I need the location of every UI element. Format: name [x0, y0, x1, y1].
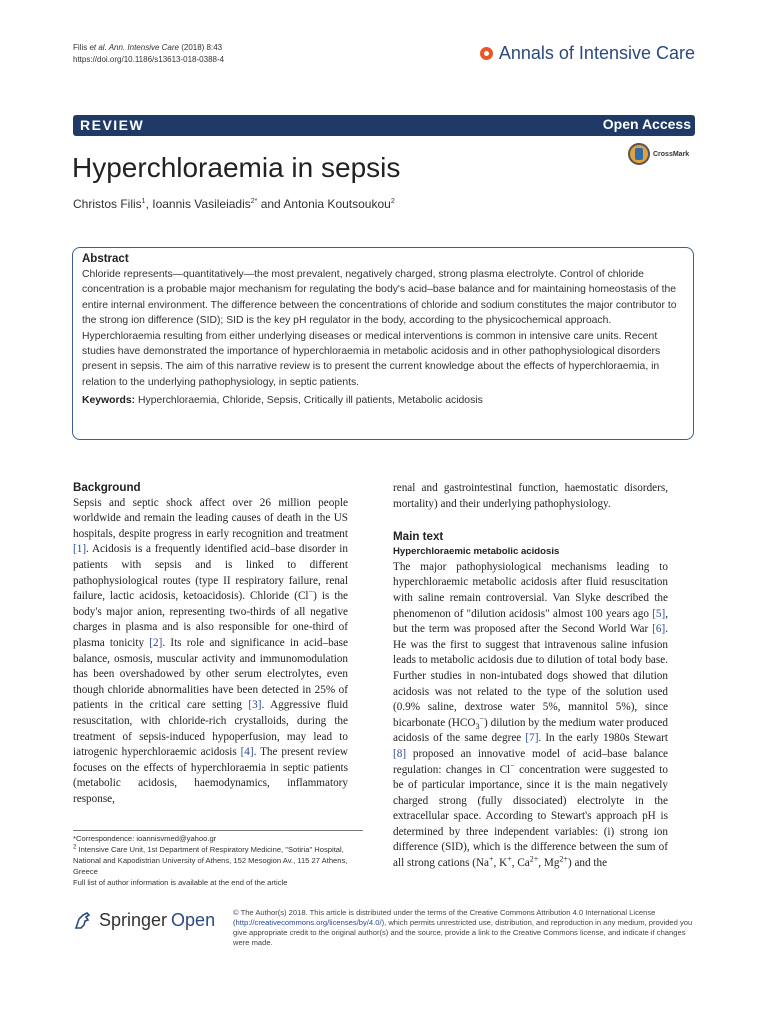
affiliation-text: Intensive Care Unit, 1st Department of Respiratory Medicine, "Sotiria" Hospital, National and Kapodistrian University of Athens, 152 Mesogion Av., 115 27 Athens, Greece	[73, 845, 348, 876]
text-run: concentration were suggested to be of particular importance, since it is the main negatively charged strong (fully dissociated) electrolyte in the extracellular space. According to Stewart's approach pH is determined by three independent variables: (i) strong ion difference (SID), which is the difference between the sum of all strong cations (Na	[393, 763, 668, 870]
reference-link[interactable]: [1]	[73, 543, 87, 556]
article-type-label: REVIEW	[80, 117, 145, 133]
superscript: +	[489, 854, 494, 864]
citation-block	[73, 42, 224, 66]
text-run: ), which permits unrestricted use, distribution, and reproduction in any medium, provided you give appropriate credit to the original author(s) and the source, provide a link to the Creative Commons license, and indicate if changes were made.	[233, 918, 693, 947]
superscript: −	[510, 760, 515, 770]
author-affiliation-sup: 2	[390, 198, 395, 205]
text-run: ) dilution by the medium water produced acidosis of the same degree	[393, 716, 668, 745]
reference-link[interactable]: [6]	[652, 623, 666, 636]
author-name: Christos Filis	[73, 197, 142, 211]
superscript: 2+	[559, 854, 568, 864]
abstract-heading: Abstract	[82, 253, 129, 265]
journal-name: Annals of Intensive Care	[498, 43, 695, 63]
text-run: , Mg	[538, 857, 560, 870]
right-column	[393, 481, 668, 872]
superscript: −	[308, 587, 314, 597]
background-heading: Background	[73, 481, 141, 494]
text-run: . Its role and significance in acid–base balance, osmosis, muscular activity and immunomodulation has been overshadowed by other serum electrolytes, even though chloride abnormalities have been detected in 25% of patients in the critical care setting	[73, 636, 348, 712]
reference-link[interactable]: [2]	[149, 636, 163, 649]
text-run: . The present review focuses on the effects of hyperchloraemia in septic patients (metabolic acidosis, haemodynamics, inflammatory response,	[73, 746, 348, 805]
journal-logo-icon	[480, 47, 493, 60]
subscript: 3	[475, 721, 480, 731]
author-name: and Antonia Koutsoukou	[257, 197, 391, 211]
springer-open-logo	[73, 909, 215, 931]
author-name: , Ioannis Vasileiadis	[145, 197, 251, 211]
superscript: 2	[73, 844, 77, 851]
reference-link[interactable]: [8]	[393, 747, 407, 760]
abstract-text: Chloride represents—quantitatively—the most prevalent, negatively charged, strong plasma electrolyte. Control of chloride concentration is a probable major mechanism for regulating the body's acid–base balance and for maintaining homeostasis of the entire internal environment. The difference between the concentrations of chloride and sodium constitutes the major contributor to the strong ion difference (SID); SID is the key pH regulator in the body, according to the physicochemical approach. Hyperchloraemia resulting from either underlying diseases or medical interventions is common in intensive care units. Recent studies have demonstrated the importance of hyperchloraemia in metabolic acidosis and in other pathophysiological disorders present in sepsis. The aim of this narrative review is to present the current knowledge about the effects of hyperchloraemia, in relation to the underlying pathophysiology, in septic patients.	[82, 269, 677, 388]
text-run: The major pathophysiological mechanisms leading to hyperchloraemic metabolic acidosis after fluid resuscitation with saline remain controversial. Van Slyke described the phenomenon of "dilution acidosis" almost 100 years ago	[393, 560, 668, 620]
author-affiliation-sup: 2*	[250, 198, 258, 205]
background-paragraph	[73, 496, 348, 808]
citation-year: (2018) 8:43	[178, 43, 223, 52]
superscript: −	[479, 713, 484, 723]
subsection-heading: Hyperchloraemic metabolic acidosis	[393, 545, 560, 557]
text-run: Sepsis and septic shock affect over 26 million people worldwide and remain the leading causes of death in the US hospitals, despite progress in early recognition and treatment	[73, 496, 348, 540]
text-run: , Ca	[511, 857, 530, 870]
main-paragraph	[393, 560, 668, 872]
springer-horse-icon	[73, 909, 95, 931]
keywords-text: Hyperchloraemia, Chloride, Sepsis, Critically ill patients, Metabolic acidosis	[138, 395, 483, 407]
citation-line	[73, 42, 224, 54]
footnotes	[73, 830, 363, 888]
open-access-label: Open Access	[602, 116, 691, 132]
text-run: © The Author(s) 2018. This article is distributed under the terms of the Creative Commons Attribution 4.0 International License (	[233, 908, 656, 927]
license-link[interactable]: http://creativecommons.org/licenses/by/4.0/	[235, 918, 382, 927]
text-run: . He was the first to suggest that intravenous saline infusion leads to metabolic acidosis due to dilution of total body base. Further studies in non-intubated dogs showed that dilution acidosis was not related to the type of the solution used (0.9% saline, dextrose water 5%, mannitol 5%), since bicarbonate (HCO	[393, 623, 668, 729]
text-run: ) is the body's major anion, representing two-thirds of all negative charges in plasma and is also responsible for one-third of plasma tonicity	[73, 590, 349, 649]
article-type-bar	[73, 115, 695, 136]
keywords-label: Keywords:	[82, 395, 136, 407]
text-run: . Acidosis is a frequently identified acid–base disorder in patients with sepsis and is linked to different pathophysiological routes (type II respiratory failure, renal failure, lactic acidosis, ketoacidosis). Chloride (Cl	[73, 543, 348, 603]
reference-link[interactable]: [3]	[248, 699, 262, 712]
crossmark-badge[interactable]	[628, 143, 689, 165]
author-info-note: Full list of author information is available at the end of the article	[73, 878, 288, 887]
text-run: . Aggressive fluid resuscitation, with chloride-rich crystalloids, during the treatment of sepsis-induced hypoperfusion, may lead to iatrogenic hyperchloraemic acidosis	[73, 699, 348, 759]
correspondence-email[interactable]: *Correspondence: ioannisvmed@yahoo.gr	[73, 834, 217, 843]
crossmark-icon	[628, 143, 650, 165]
springer-label: Springer	[99, 909, 168, 930]
author-affiliation-sup: 1	[141, 198, 146, 205]
main-text-heading: Main text	[393, 530, 444, 544]
text-run: . In the early 1980s Stewart	[538, 732, 669, 745]
reference-link[interactable]: [7]	[525, 732, 539, 745]
text-run: , K	[493, 857, 508, 870]
article-title: Hyperchloraemia in sepsis	[72, 152, 401, 183]
author-list	[73, 197, 395, 211]
keywords-line	[82, 393, 683, 408]
citation-journal: et al. Ann. Intensive Care	[89, 43, 179, 52]
superscript: 2+	[529, 854, 539, 864]
reference-link[interactable]: [4]	[240, 746, 254, 759]
text-run: ) and the	[567, 857, 608, 870]
crossmark-label: CrossMark	[653, 150, 690, 158]
citation-authors: Filis	[73, 43, 90, 52]
text-run: , but the term was proposed after the Second World War	[393, 607, 668, 636]
license-text	[233, 908, 695, 948]
left-column	[73, 480, 348, 807]
text-run: proposed an innovative model of acid–base balance regulation: changes in Cl	[393, 747, 668, 776]
continued-paragraph: renal and gastrointestinal function, haemostatic disorders, mortality) and their underlying pathophysiology.	[393, 482, 668, 510]
reference-link[interactable]: [5]	[652, 607, 666, 620]
affiliation-note	[73, 844, 363, 877]
doi-link[interactable]: https://doi.org/10.1186/s13613-018-0388-4	[73, 55, 225, 64]
superscript: +	[507, 854, 512, 864]
abstract-box	[72, 247, 694, 440]
journal-logo	[480, 43, 695, 64]
open-label: Open	[171, 909, 216, 930]
